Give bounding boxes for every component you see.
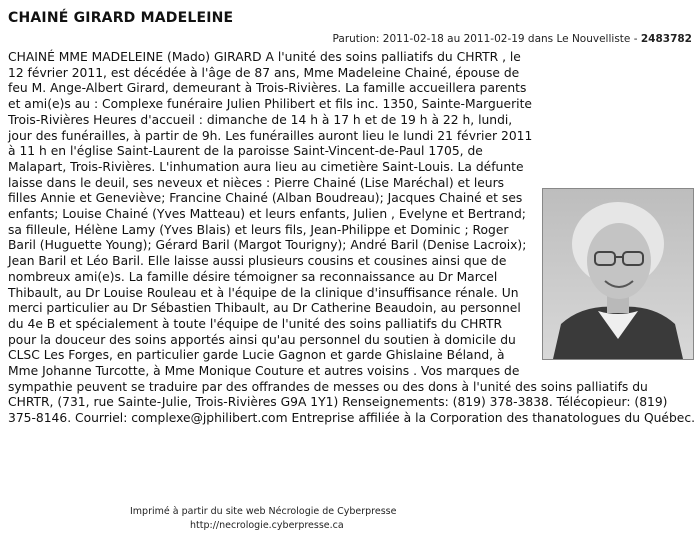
- publication-info: [333, 33, 692, 45]
- obituary-body: [8, 50, 696, 427]
- print-footer: [130, 505, 396, 533]
- footer-printed-from: Imprimé à partir du site web Nécrologie de Cyberpresse: [130, 506, 397, 517]
- footer-url[interactable]: http://necrologie.cyberpresse.ca: [190, 520, 344, 531]
- obituary-text: CHAINÉ MME MADELEINE (Mado) GIRARD A l'unité des soins palliatifs du CHRTR , le 12 février 2011, est décédée à l'âge de 87 ans, Mme Madeleine Chainé, épouse de feu M. Ange-Albert Girard, demeurant à Trois-Rivières. La famille accueillera parents et ami(e)s au : Complexe funéraire Julien Philibert et fils inc. 1350, Sainte-Marguerite Trois-Rivières Heures d'accueil : dimanche de 14 h à 17 h et de 19 h à 22 h, lundi, jour des funérailles, à partir de 9h. Les funérailles auront lieu le lundi 21 février 2011 à 11 h en l'église Saint-Laurent de la paroisse Saint-Vincent-de-Paul 1705, de Malapart, Trois-Rivières. L'inhumation aura lieu au cimetière Saint-Louis. La défunte laisse dans le deuil, ses neveux et nièces : Pierre Chainé (Lise Maréchal) et leurs filles Annie et Geneviève; Francine Chainé (Alban Boudreau); Jacques Chainé et ses enfants; Louise Chainé (Yves Matteau) et leurs enfants, Julien , Evelyne et Bertrand; sa filleule, Hélène Lamy (Yves Blais) et leurs fils, Jean-Philippe et Dominic ; Roger Baril (Huguette Young); Gérard Baril (Margot Tourigny); André Baril (Denise Lacroix); Jean Baril et Léo Baril. Elle laisse aussi plusieurs cousins et cousines ainsi que de nombreux ami(e)s. La famille désire témoigner sa reconnaissance au Dr Marcel Thibault, au Dr Louise Rouleau et à l'équipe de la clinique d'insuffisance rénale. Un merci particulier au Dr Sébastien Thibault, au Dr Catherine Beaudoin, au personnel du 4e B et spécialement à toute l'équipe de l'unité des soins palliatifs du CHRTR pour la douceur des soins apportés ainsi qu'au personnel du soutien à domicile du CLSC Les Forges, en particulier garde Lucie Gagnon et garde Ghislaine Béland, à Mme Johanne Turcotte, à Mme Monique Couture et autres voisins . Vos marques de sympathie peuvent se traduire par des offrandes de messes ou des dons à l'unité des soins palliatifs du CHRTR, (731, rue Sainte-Julie, Trois-Rivières G9A 1Y1) Renseignements: (819) 378-3838. Télécopieur: (819) 375-8146. Courriel: complexe@jphilibert.com Entreprise affiliée à la Corporation des thanatologues du Québec.: [8, 50, 696, 426]
- portrait-photo: [542, 188, 694, 360]
- obituary-title: CHAINÉ GIRARD MADELEINE: [8, 10, 234, 26]
- ad-number: 2483782: [640, 33, 692, 45]
- portrait-image: [543, 189, 693, 359]
- parution-text: Parution: 2011-02-18 au 2011-02-19 dans Le Nouvelliste -: [332, 33, 638, 45]
